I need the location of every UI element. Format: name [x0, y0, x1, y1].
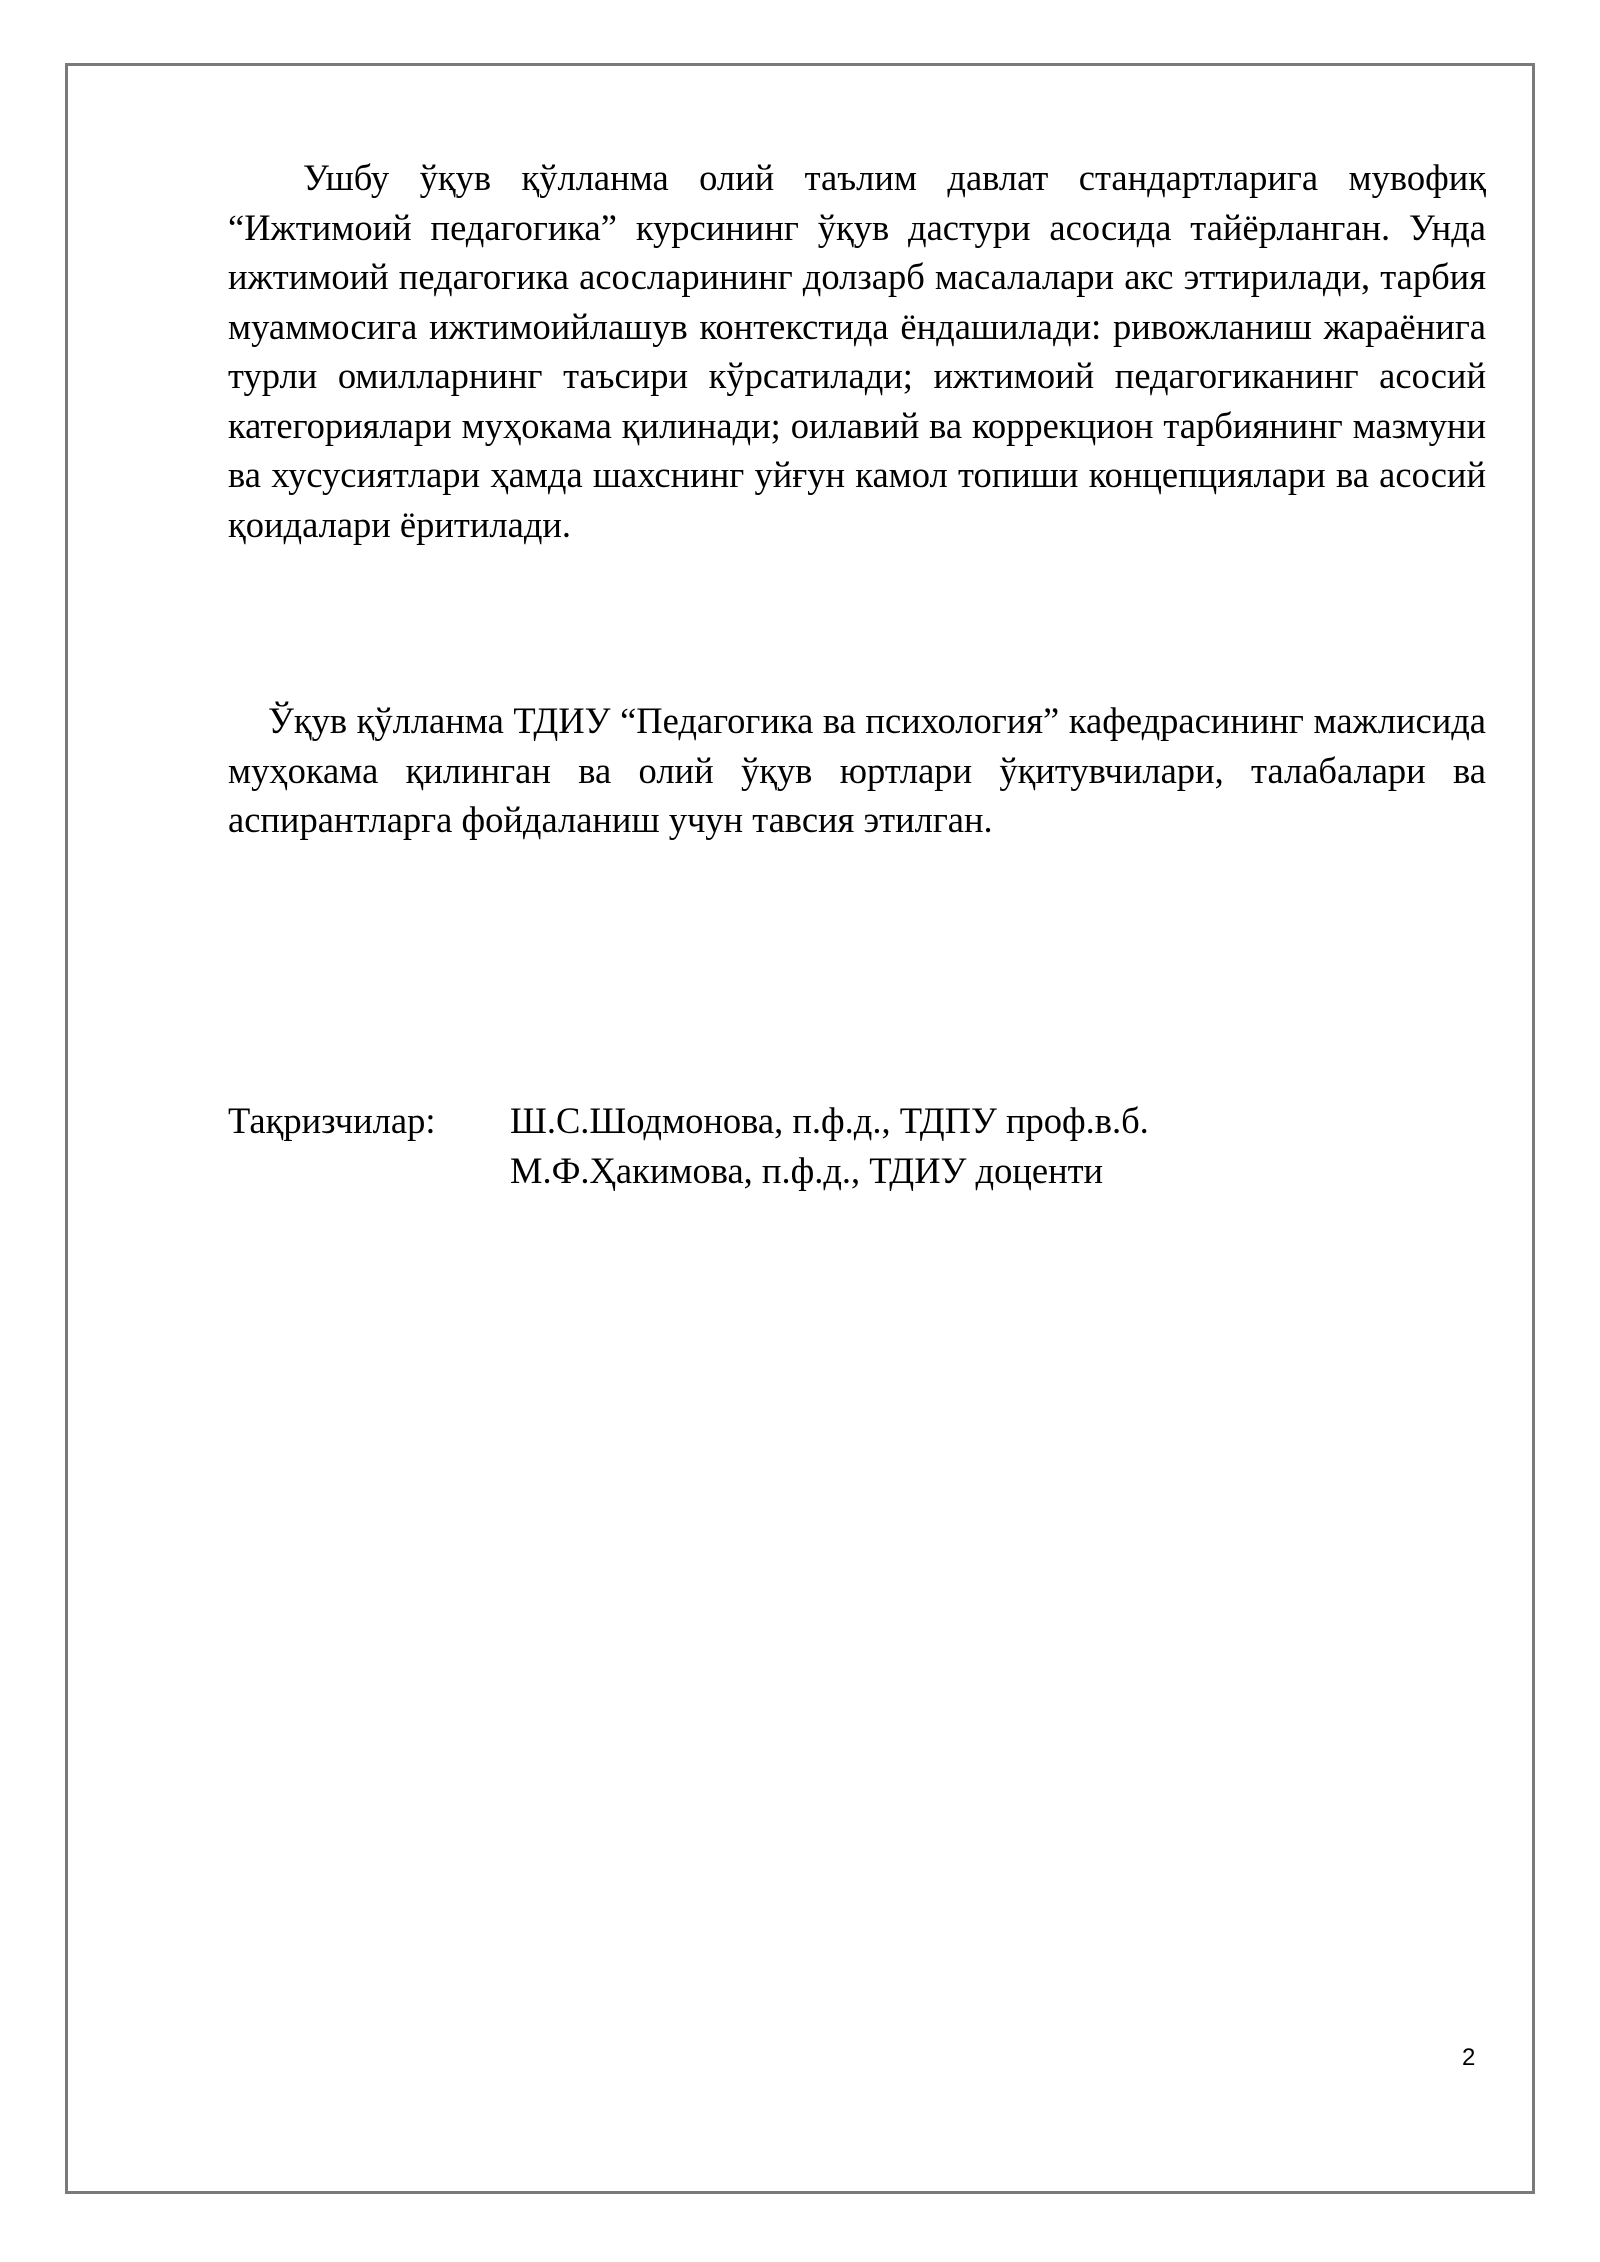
reviewer-item: Ш.С.Шодмонова, п.ф.д., ТДПУ проф.в.б.: [510, 1100, 1149, 1141]
annotation-paragraph: Ушбу ўқув қўлланма олий таълим давлат стандартларига мувофиқ “Ижтимоий педагогика” курсининг ўқув дастури асосида тайёрланган. Унда ижтимоий педагогика асосларининг долзарб масалалари акс эттирилади, тарбия муаммосига ижтимоийлашув контекстида ёндашилади: ривожланиш жараёнига турли омилларнинг таъсири кўрсатилади; ижтимоий педагогиканинг асосий категориялари муҳокама қилинади; оилавий ва коррекцион тарбиянинг мазмуни ва хусусиятлари ҳамда шахснинг уйғун камол топиши концепциялари ва асосий қоидалари ёритилади.: [228, 157, 1486, 545]
reviewers-label: Тақризчилар:: [228, 1100, 436, 1141]
approval-paragraph: Ўқув қўлланма ТДИУ “Педагогика ва психология” кафедрасининг мажлисида муҳокама қилинган ва олий ўқув юртлари ўқитувчилари, талабалари ва аспирантларга фойдаланиш учун тавсия этилган.: [228, 700, 1486, 840]
page-number: 2: [1462, 2044, 1476, 2071]
reviewer-item: М.Ф.Ҳакимова, п.ф.д., ТДИУ доценти: [510, 1149, 1104, 1191]
